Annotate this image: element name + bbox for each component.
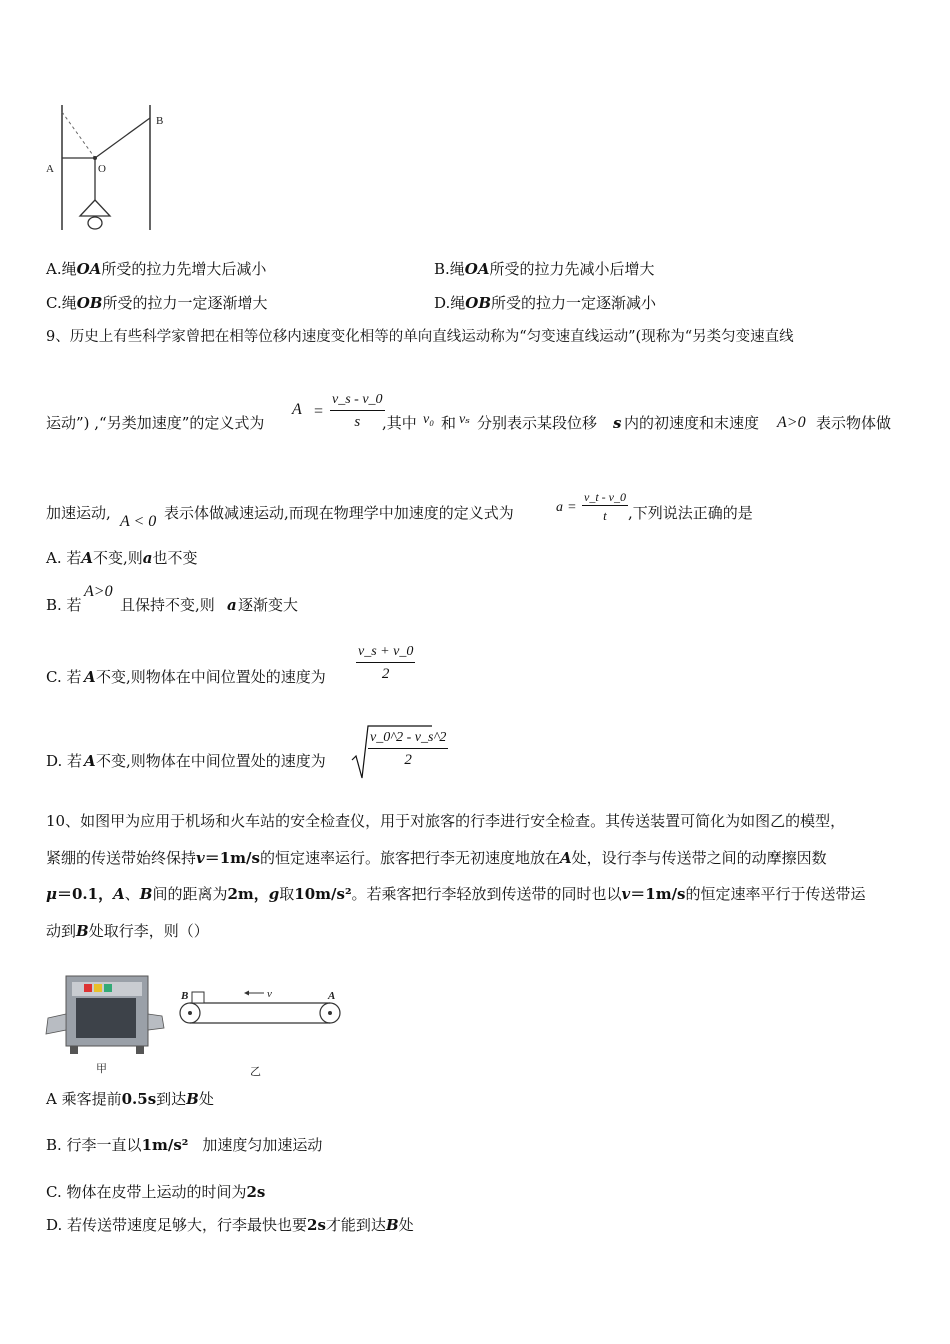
formula-a-numerator: v_t - v_0 — [582, 490, 628, 506]
q10-option-b[interactable] — [46, 1136, 322, 1154]
q10-line2-b: ＝1m/s — [204, 849, 260, 867]
q10-option-c-b: 2s — [246, 1183, 266, 1201]
q10-stem-line4 — [46, 922, 209, 940]
q9-option-d-fraction — [368, 730, 448, 769]
var-v0: v₀ — [423, 412, 435, 427]
q10-option-d-e: 处 — [398, 1216, 414, 1234]
fig-a-label: A — [328, 990, 336, 1002]
q8-option-b-var: OA — [464, 260, 490, 278]
q10-line3-i: 的恒定速率平行于传送带运 — [685, 885, 866, 903]
q10-line3-g: g — [268, 885, 280, 903]
q9-option-b[interactable] — [46, 582, 366, 618]
q10-line2-A: A — [559, 849, 572, 867]
fig-b-label: B — [181, 990, 189, 1002]
q8-option-b-text: 所受的拉力先减小后增大 — [489, 260, 655, 278]
q8-option-a[interactable] — [46, 260, 266, 278]
q8-option-d-var: OB — [465, 294, 492, 312]
q10-line2-c: 的恒定速率运行。旅客把行李无初速度地放在 — [259, 849, 560, 867]
q9-option-d-end: 不变,则物体在中间位置处的速度为 — [96, 752, 326, 770]
q9-option-b-var-a: a — [227, 596, 237, 614]
q10-line3-h: ＝1m/s — [630, 885, 686, 903]
q10-option-a-e: 处 — [198, 1090, 214, 1108]
q9-option-d-denominator: 2 — [404, 751, 412, 768]
q10-stem-line3 — [46, 885, 866, 903]
q9-option-c-fraction — [356, 644, 415, 683]
q9-option-c-pre: C. 若 — [46, 668, 82, 686]
q9-option-d[interactable] — [46, 722, 466, 782]
q10-line3-b: 间的距离为 — [152, 885, 228, 903]
q10-line3-c: 2m， — [227, 885, 269, 903]
q10-option-d[interactable] — [46, 1216, 414, 1234]
q10-line3-e: 10m/s² — [294, 885, 352, 903]
q10-line3-B: B — [139, 885, 153, 903]
q10-option-d-b: 2s — [307, 1216, 326, 1234]
conveyor-belt-figure — [178, 985, 348, 1080]
q10-line2-v: v — [196, 849, 205, 867]
q9-line2-mid3: 内的初速度和末速度 — [624, 414, 760, 432]
q10-line3-d: 取 — [279, 885, 295, 903]
q9-option-b-end: 逐渐变大 — [238, 596, 299, 614]
var-s: s — [613, 414, 622, 432]
q8-option-c-prefix: C.绳 — [46, 294, 77, 312]
formula-a-eq: = — [568, 500, 576, 515]
q9-option-d-pre: D. 若 — [46, 752, 83, 770]
q10-stem-line2 — [46, 849, 827, 867]
q10-option-d-d: B — [385, 1216, 399, 1234]
q9-option-d-numerator: v_0^2 - v_s^2 — [368, 730, 448, 749]
rope-diagram — [40, 100, 170, 235]
q10-line2-a: 紧绷的传送带始终保持 — [46, 849, 197, 867]
q10-line3-A: A — [113, 885, 125, 903]
q9-option-c-var: A — [84, 668, 96, 686]
q10-option-b-c: 加速度匀加速运动 — [202, 1136, 323, 1154]
q10-line3-a: ＝0.1， — [56, 885, 114, 903]
formula-A-lhs: A — [292, 401, 302, 418]
fig-yi-label: 乙 — [250, 1066, 261, 1078]
cond-a-gt-0: A>0 — [777, 414, 806, 431]
q9-and: 和 — [441, 414, 457, 432]
q8-option-d-text: 所受的拉力一定逐渐减小 — [491, 294, 657, 312]
q9-option-c[interactable] — [46, 642, 446, 692]
q9-option-d-var: A — [84, 752, 96, 770]
q8-option-a-prefix: A.绳 — [46, 260, 77, 278]
q8-option-c-text: 所受的拉力一定逐渐增大 — [102, 294, 268, 312]
q10-option-a-c: 到达 — [156, 1090, 187, 1108]
q9-option-a-var: A — [81, 549, 94, 567]
q8-option-a-text: 所受的拉力先增大后减小 — [101, 260, 267, 278]
q8-option-c[interactable] — [46, 294, 267, 312]
q9-option-b-pre: B. 若 — [46, 596, 82, 614]
q8-option-b[interactable] — [434, 260, 655, 278]
q10-line3-mu: μ — [46, 885, 57, 903]
q10-line4-a: 动到 — [46, 922, 77, 940]
q10-line3-sep: 、 — [124, 885, 140, 903]
formula-a-fraction — [582, 490, 628, 524]
cond-a-lt-0: A < 0 — [120, 513, 157, 530]
q10-option-a-b: 0.5s — [121, 1090, 157, 1108]
q9-line3-end: ,下列说法正确的是 — [628, 504, 753, 522]
formula-A-eq: = — [314, 403, 324, 420]
label-o: O — [98, 163, 106, 175]
security-scanner-figure — [46, 970, 166, 1080]
q8-option-c-var: OB — [76, 294, 103, 312]
q8-option-b-prefix: B.绳 — [434, 260, 465, 278]
formula-A-denominator: s — [354, 413, 361, 430]
q9-line2-mid1: ,其中 — [382, 414, 417, 432]
q10-stem-line1: 10、如图甲为应用于机场和火车站的安全检查仪，用于对旅客的行李进行安全检查。其传送装置可简化为如图乙的模型， — [46, 812, 846, 830]
q9-option-c-end: 不变,则物体在中间位置处的速度为 — [96, 668, 326, 686]
q8-option-d-prefix: D.绳 — [434, 294, 466, 312]
q10-option-a[interactable] — [46, 1090, 214, 1108]
q9-line2-end: 表示物体做 — [816, 414, 892, 432]
q10-option-b-b: 1m/s² — [141, 1136, 189, 1154]
q9-option-c-numerator: v_s + v_0 — [356, 644, 415, 663]
q8-option-d[interactable] — [434, 294, 656, 312]
formula-a-lhs: a — [556, 500, 563, 515]
q10-option-c[interactable] — [46, 1183, 265, 1201]
q10-option-b-a: B. 行李一直以 — [46, 1136, 142, 1154]
label-b: B — [156, 115, 164, 127]
q9-stem-line1: 9、历史上有些科学家曾把在相等位移内速度变化相等的单向直线运动称为“匀变速直线运动”(现称为“另类匀变速直线 — [46, 329, 794, 345]
label-a: A — [46, 163, 54, 175]
q10-option-d-c: 才能到达 — [325, 1216, 386, 1234]
fig-v-label: v — [267, 988, 272, 1000]
q9-option-b-cond: A>0 — [84, 583, 113, 600]
q9-option-a-pre: A. 若 — [46, 549, 82, 567]
q9-option-a-end: 也不变 — [152, 549, 198, 567]
q10-line3-v: v — [621, 885, 631, 903]
q9-option-a-mid: 不变,则 — [93, 549, 143, 567]
q9-line3-pre: 加速运动, — [46, 504, 111, 522]
q9-option-a[interactable] — [46, 549, 198, 567]
var-vs: vₛ — [459, 412, 470, 427]
q9-option-b-mid: 且保持不变,则 — [120, 596, 215, 614]
q10-option-d-a: D. 若传送带速度足够大，行李最快也要 — [46, 1216, 308, 1234]
q10-option-c-a: C. 物体在皮带上运动的时间为 — [46, 1183, 247, 1201]
q9-option-a-var-a: a — [142, 549, 153, 567]
q9-line2-mid2: 分别表示某段位移 — [477, 414, 598, 432]
formula-a-denominator: t — [603, 508, 607, 524]
formula-A-numerator: v_s - v_0 — [330, 392, 385, 411]
q10-line4-B: B — [76, 922, 89, 940]
q9-option-c-denominator: 2 — [381, 665, 390, 682]
q10-option-a-a: A 乘客提前 — [46, 1090, 122, 1108]
q10-line2-d: 处，设行李与传送带之间的动摩擦因数 — [571, 849, 827, 867]
q10-line4-b: 处取行李，则（） — [88, 922, 209, 940]
q10-line3-f: 。若乘客把行李轻放到传送带的同时也以 — [351, 885, 622, 903]
fig-jia-label: 甲 — [96, 1063, 107, 1075]
q9-line3-mid: 表示体做减速运动,而现在物理学中加速度的定义式为 — [164, 504, 514, 522]
formula-A-fraction — [330, 392, 385, 431]
q9-line2-pre: 运动”) ,“另类加速度”的定义式为 — [46, 414, 265, 432]
q8-option-a-var: OA — [76, 260, 102, 278]
q10-option-a-d: B — [186, 1090, 199, 1108]
